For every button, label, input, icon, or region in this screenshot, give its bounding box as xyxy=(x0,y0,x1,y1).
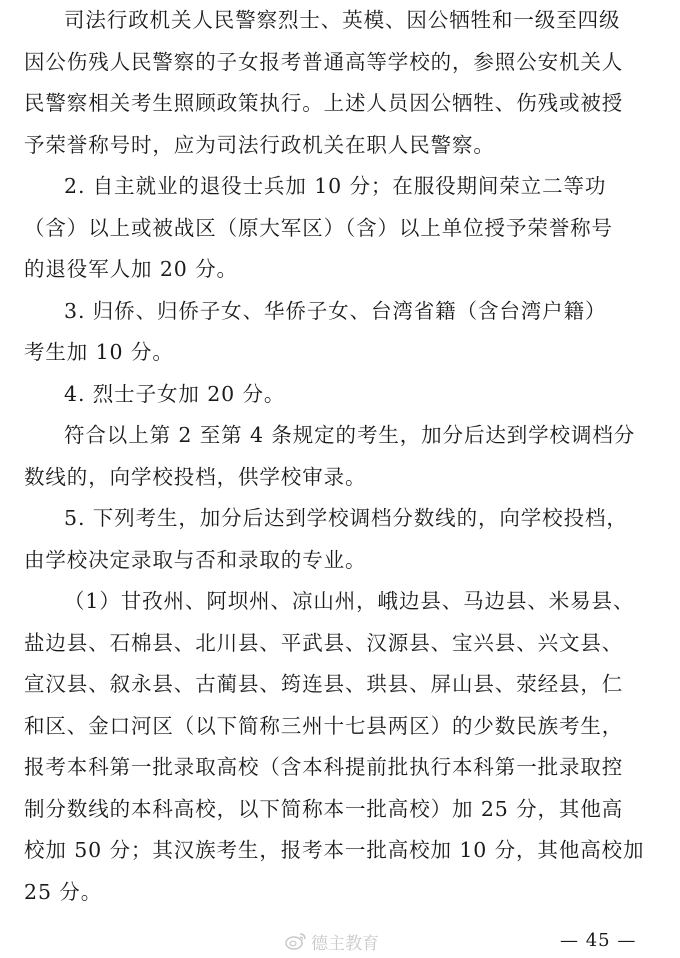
text-line: 符合以上第 2 至第 4 条规定的考生，加分后达到学校调档分 xyxy=(64,423,636,447)
text-line: 予荣誉称号时，应为司法行政机关在职人民警察。 xyxy=(24,132,495,157)
text-line: 校加 50 分；其汉族考生，报考本一批高校加 10 分，其他高校加 xyxy=(24,838,645,862)
text-line: 盐边县、石棉县、北川县、平武县、汉源县、宝兴县、兴文县、 xyxy=(24,630,624,655)
text-line: 由学校决定录取与否和录取的专业。 xyxy=(24,547,367,572)
text-line: （含）以上或被战区（原大军区）（含）以上单位授予荣誉称号 xyxy=(24,215,613,240)
text-line: 25 分。 xyxy=(24,879,103,904)
weibo-icon xyxy=(285,931,307,951)
text-line: 4. 烈士子女加 20 分。 xyxy=(64,381,286,406)
text-line: 的退役军人加 20 分。 xyxy=(24,257,238,281)
text-line: 制分数线的本科高校，以下简称本一批高校）加 25 分，其他高 xyxy=(24,796,624,821)
text-line: 司法行政机关人民警察烈士、英模、因公牺牲和一级至四级 xyxy=(64,8,621,32)
weibo-watermark xyxy=(285,929,379,953)
text-line: 宣汉县、叙永县、古蔺县、筠连县、珙县、屏山县、荥经县，仁 xyxy=(24,672,624,696)
page-number: — 45 — xyxy=(560,930,637,951)
document-body xyxy=(24,0,664,913)
text-line: 考生加 10 分。 xyxy=(24,340,174,364)
text-line: 5. 下列考生，加分后达到学校调档分数线的，向学校投档， xyxy=(64,506,628,530)
text-line: 2. 自主就业的退役士兵加 10 分；在服役期间荣立二等功 xyxy=(64,174,607,198)
text-line: 民警察相关考生照顾政策执行。上述人员因公牺牲、伤残或被授 xyxy=(24,91,624,115)
watermark-text: 德主教育 xyxy=(311,933,379,954)
text-line: 数线的，向学校投档，供学校审录。 xyxy=(24,464,367,489)
text-line: 报考本科第一批录取高校（含本科提前批执行本科第一批录取控 xyxy=(24,755,624,779)
text-line: （1）甘孜州、阿坝州、凉山州，峨边县、马边县、米易县、 xyxy=(64,589,635,613)
text-line: 和区、金口河区（以下简称三州十七县两区）的少数民族考生， xyxy=(24,713,624,738)
text-line: 3. 归侨、归侨子女、华侨子女、台湾省籍（含台湾户籍） xyxy=(64,298,607,323)
text-line: 因公伤残人民警察的子女报考普通高等学校的，参照公安机关人 xyxy=(24,49,624,74)
